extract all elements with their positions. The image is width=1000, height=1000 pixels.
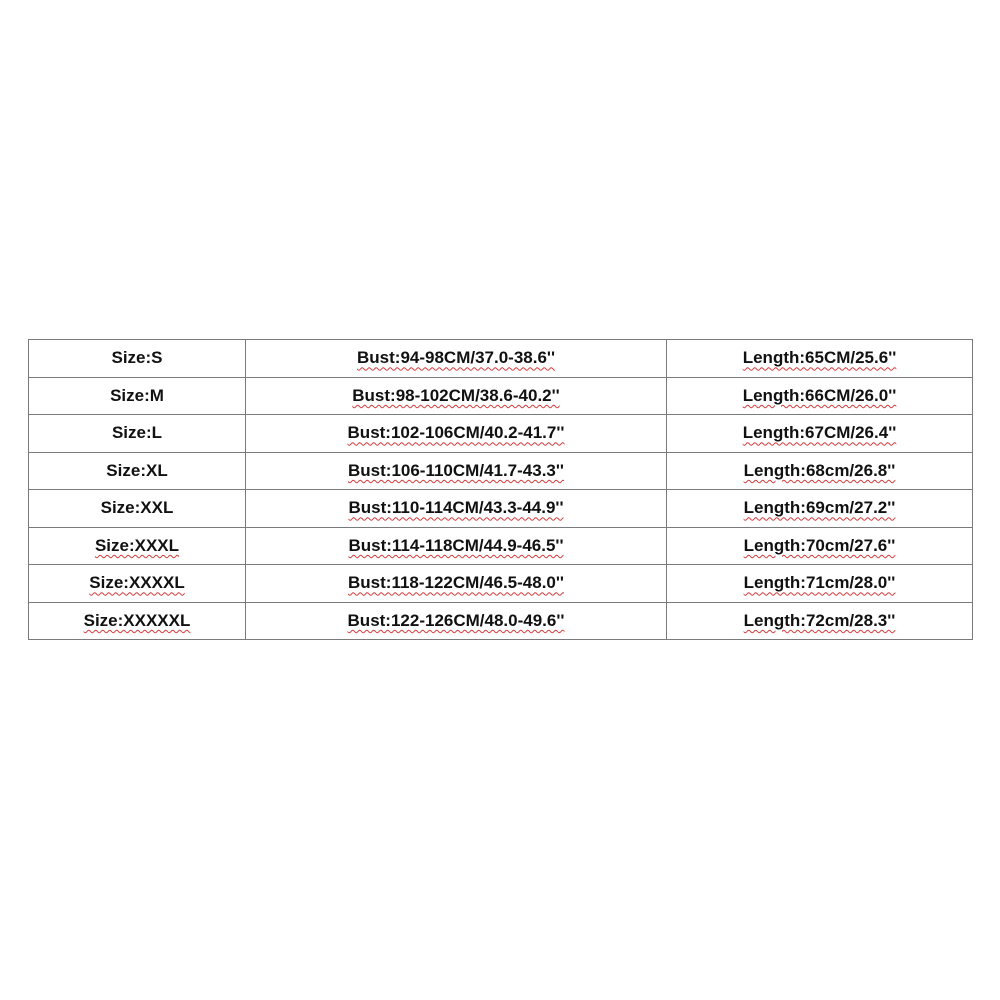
bust-label: Bust:94-98CM/37.0-38.6'' bbox=[357, 348, 555, 368]
size-label: Size:XXXL bbox=[94, 535, 180, 555]
bust-label: Bust:122-126CM/48.0-49.6'' bbox=[347, 610, 565, 630]
bust-cell bbox=[246, 527, 667, 565]
size-label: Size:L bbox=[111, 423, 163, 443]
table-row bbox=[29, 527, 973, 565]
size-cell bbox=[29, 565, 246, 603]
bust-cell bbox=[246, 565, 667, 603]
size-cell bbox=[29, 490, 246, 528]
size-cell bbox=[29, 452, 246, 490]
bust-cell bbox=[246, 377, 667, 415]
table-row bbox=[29, 490, 973, 528]
length-cell bbox=[667, 452, 973, 490]
bust-cell bbox=[246, 452, 667, 490]
size-cell bbox=[29, 377, 246, 415]
table-row bbox=[29, 415, 973, 453]
bust-label: Bust:114-118CM/44.9-46.5'' bbox=[348, 535, 564, 555]
size-label: Size:XL bbox=[106, 460, 168, 480]
size-cell bbox=[29, 602, 246, 640]
size-cell bbox=[29, 340, 246, 378]
size-cell bbox=[29, 527, 246, 565]
size-label: Size:XXL bbox=[100, 498, 174, 518]
bust-label: Bust:106-110CM/41.7-43.3'' bbox=[348, 460, 564, 480]
length-cell bbox=[667, 565, 973, 603]
size-label: Size:XXXXXL bbox=[83, 610, 191, 630]
length-cell bbox=[667, 602, 973, 640]
size-label: Size:XXXXL bbox=[89, 573, 185, 593]
length-label: Length:69cm/27.2'' bbox=[743, 498, 896, 518]
bust-cell bbox=[246, 602, 667, 640]
length-cell bbox=[667, 377, 973, 415]
bust-label: Bust:118-122CM/46.5-48.0'' bbox=[348, 573, 564, 593]
bust-cell bbox=[246, 490, 667, 528]
size-chart-body bbox=[29, 340, 973, 640]
length-label: Length:66CM/26.0'' bbox=[742, 385, 897, 405]
length-label: Length:72cm/28.3'' bbox=[743, 610, 896, 630]
table-row bbox=[29, 602, 973, 640]
bust-label: Bust:98-102CM/38.6-40.2'' bbox=[352, 385, 560, 405]
length-label: Length:65CM/25.6'' bbox=[742, 348, 897, 368]
table-row bbox=[29, 377, 973, 415]
length-label: Length:71cm/28.0'' bbox=[743, 573, 896, 593]
bust-cell bbox=[246, 340, 667, 378]
length-cell bbox=[667, 527, 973, 565]
length-label: Length:68cm/26.8'' bbox=[743, 460, 896, 480]
bust-label: Bust:110-114CM/43.3-44.9'' bbox=[348, 498, 564, 518]
size-label: Size:M bbox=[110, 385, 164, 405]
bust-cell bbox=[246, 415, 667, 453]
size-cell bbox=[29, 415, 246, 453]
length-label: Length:70cm/27.6'' bbox=[743, 535, 896, 555]
length-label: Length:67CM/26.4'' bbox=[742, 423, 897, 443]
length-cell bbox=[667, 490, 973, 528]
table-row bbox=[29, 565, 973, 603]
length-cell bbox=[667, 340, 973, 378]
length-cell bbox=[667, 415, 973, 453]
size-label: Size:S bbox=[111, 348, 163, 368]
table-row bbox=[29, 340, 973, 378]
bust-label: Bust:102-106CM/40.2-41.7'' bbox=[347, 423, 565, 443]
table-row bbox=[29, 452, 973, 490]
size-chart-table bbox=[28, 339, 973, 640]
